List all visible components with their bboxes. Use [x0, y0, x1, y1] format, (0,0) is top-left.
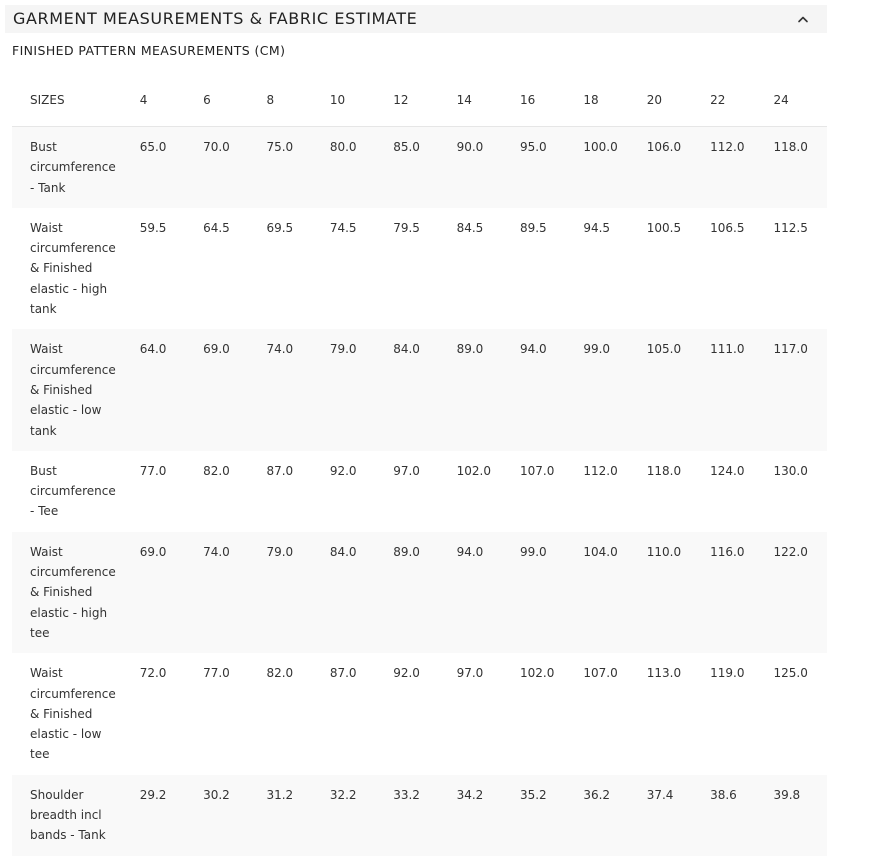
measurement-cell: 94.5	[583, 220, 611, 235]
measurement-cell: 65.0	[139, 140, 167, 154]
measurement-cell: 87.0	[329, 666, 357, 681]
row-label: Waist circumference & Finished elastic - high tank	[30, 220, 116, 317]
measurement-cell: 112.0	[710, 140, 745, 154]
measurement-cell: 89.5	[519, 220, 547, 235]
measurement-cell: 77.0	[139, 463, 167, 478]
table-row	[12, 532, 827, 653]
accordion-title: GARMENT MEASUREMENTS & FABRIC ESTIMATE	[13, 9, 418, 28]
measurement-cell: 92.0	[393, 666, 420, 681]
measurement-cell: 89.0	[393, 544, 420, 559]
measurement-cell: 95.0	[519, 140, 547, 154]
measurement-cell: 34.2	[456, 787, 484, 802]
measurement-cell: 69.0	[139, 544, 167, 559]
measurement-cell: 70.0	[203, 140, 230, 154]
table-row	[12, 775, 827, 856]
table-row	[12, 208, 827, 329]
size-header: 22	[700, 74, 763, 127]
measurement-cell: 30.2	[203, 787, 230, 802]
row-label: Bust circumference - Tank	[30, 140, 116, 195]
header-row	[12, 74, 827, 127]
measurement-cell: 59.5	[139, 220, 167, 235]
measurement-cell: 107.0	[583, 666, 618, 681]
size-header: 8	[256, 74, 319, 127]
measurement-cell: 112.0	[583, 463, 618, 478]
measurement-cell: 107.0	[519, 463, 555, 478]
measurement-cell: 116.0	[710, 544, 745, 559]
measurement-cell: 84.0	[393, 342, 420, 357]
measurement-cell: 125.0	[773, 666, 808, 681]
measurement-cell: 106.5	[710, 220, 745, 235]
measurement-cell: 82.0	[203, 463, 230, 478]
measurement-cell: 89.0	[456, 342, 484, 357]
size-header: 18	[573, 74, 636, 127]
measurement-cell: 80.0	[329, 140, 357, 154]
table-row	[12, 127, 827, 208]
size-header: 4	[130, 74, 193, 127]
measurement-cell: 102.0	[519, 666, 555, 681]
measurement-cell: 77.0	[203, 666, 230, 681]
measurement-cell: 111.0	[710, 342, 745, 357]
measurement-cell: 74.5	[329, 220, 357, 235]
measurement-cell: 122.0	[773, 544, 808, 559]
measurement-cell: 113.0	[646, 666, 682, 681]
measurement-cell: 118.0	[773, 140, 808, 154]
measurement-cell: 97.0	[393, 463, 420, 478]
measurement-cell: 37.4	[646, 787, 674, 802]
measurement-cell: 72.0	[139, 666, 167, 681]
measurement-cell: 124.0	[710, 463, 745, 478]
measurement-cell: 92.0	[329, 463, 357, 478]
row-label: Waist circumference & Finished elastic - high tee	[30, 544, 116, 640]
section-heading: FINISHED PATTERN MEASUREMENTS (CM)	[12, 43, 286, 58]
measurement-cell: 79.0	[329, 342, 357, 357]
measurement-cell: 99.0	[519, 544, 547, 559]
table-row	[12, 653, 827, 774]
accordion-header[interactable]	[5, 5, 827, 33]
measurement-cell: 74.0	[203, 544, 230, 559]
measurement-cell: 100.5	[646, 220, 682, 235]
measurement-cell: 79.0	[266, 544, 294, 559]
size-header: 24	[763, 74, 827, 127]
sizes-header: SIZES	[12, 74, 130, 127]
table-row	[12, 329, 827, 450]
table-row	[12, 451, 827, 532]
size-header: 10	[320, 74, 383, 127]
measurement-cell: 29.2	[139, 787, 167, 802]
size-header: 14	[447, 74, 510, 127]
measurement-cell: 104.0	[583, 544, 618, 559]
measurement-cell: 82.0	[266, 666, 294, 681]
size-header: 20	[637, 74, 700, 127]
chevron-up-icon[interactable]	[797, 14, 809, 24]
measurement-cell: 105.0	[646, 342, 682, 357]
measurement-cell: 87.0	[266, 463, 294, 478]
measurement-cell: 64.0	[139, 342, 167, 357]
measurement-cell: 74.0	[266, 342, 294, 357]
measurement-cell: 75.0	[266, 140, 294, 154]
measurement-cell: 84.0	[329, 544, 357, 559]
measurement-cell: 119.0	[710, 666, 745, 681]
measurement-cell: 100.0	[583, 140, 618, 154]
measurement-cell: 112.5	[773, 220, 808, 235]
measurement-cell: 38.6	[710, 787, 737, 802]
measurement-cell: 64.5	[203, 220, 230, 235]
measurement-cell: 35.2	[519, 787, 547, 802]
row-label: Bust circumference - Tee	[30, 463, 116, 519]
measurement-cell: 33.2	[393, 787, 420, 802]
row-label: Shoulder breadth incl bands - Tank	[30, 787, 106, 843]
measurement-cell: 32.2	[329, 787, 357, 802]
measurement-cell: 99.0	[583, 342, 611, 357]
size-header: 16	[510, 74, 573, 127]
measurement-cell: 36.2	[583, 787, 611, 802]
measurement-cell: 85.0	[393, 140, 420, 154]
measurement-cell: 130.0	[773, 463, 808, 478]
measurement-cell: 97.0	[456, 666, 484, 681]
measurement-cell: 31.2	[266, 787, 294, 802]
size-header: 6	[193, 74, 256, 127]
row-label: Waist circumference & Finished elastic - low tee	[30, 666, 116, 762]
measurement-cell: 94.0	[519, 342, 547, 357]
measurement-cell: 79.5	[393, 220, 420, 235]
measurement-cell: 117.0	[773, 342, 808, 357]
row-label: Waist circumference & Finished elastic - low tank	[30, 342, 116, 438]
measurement-cell: 39.8	[773, 787, 801, 802]
measurements-table	[12, 74, 827, 856]
measurement-cell: 94.0	[456, 544, 484, 559]
measurement-cell: 106.0	[646, 140, 682, 154]
size-header: 12	[383, 74, 446, 127]
measurement-cell: 90.0	[456, 140, 484, 154]
measurement-cell: 118.0	[646, 463, 682, 478]
measurement-cell: 69.0	[203, 342, 230, 357]
measurement-cell: 102.0	[456, 463, 491, 478]
measurement-cell: 84.5	[456, 220, 484, 235]
measurement-cell: 110.0	[646, 544, 682, 559]
measurement-cell: 69.5	[266, 220, 294, 235]
